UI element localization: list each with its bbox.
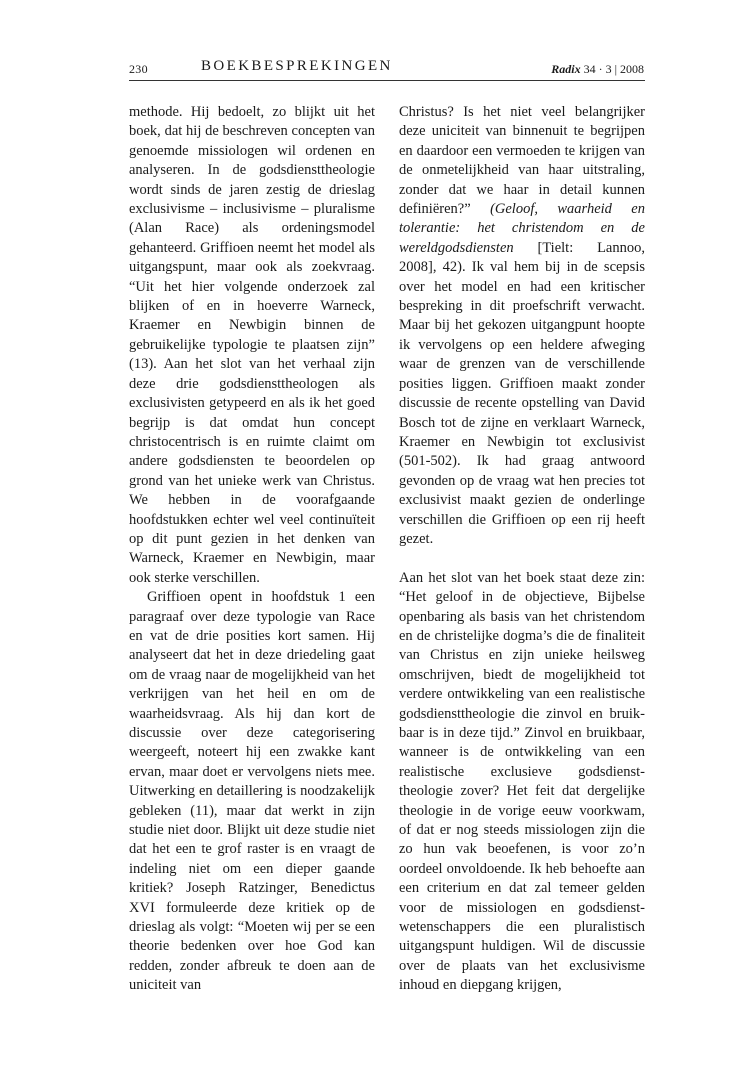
page-number: 230 xyxy=(129,62,148,76)
left-column xyxy=(129,103,375,996)
section-title: BOEKBESPREKINGEN xyxy=(201,58,393,74)
journal-name: Radix xyxy=(551,62,581,76)
paragraph xyxy=(399,103,645,549)
journal-reference xyxy=(551,62,644,77)
header-rule xyxy=(129,80,645,81)
paragraph: Griffioen opent in hoofdstuk 1 een paragraaf over deze typologie van Race en vat de drie posities kort samen. Hij analyseert dat het in deze driedeling gaat om de vraag naar de mogelijkheid van het verkrijgen van het heil en om de waarheidsvraag. Als hij dan kort de discussie over deze categorisering weergeeft, noteert hij een zwakke kant ervan, maar doet er vervolgens niets mee. Uitwerking en detaillering is noodzakelijk gebleken (11), maar dat werkt in zijn studie niet door. Blijkt uit deze studie niet dat het een te grof raster is en vraagt de indeling niet om een dieper gaande kritiek? Joseph Ratzinger, Benedictus XVI formuleerde deze kritiek op de drieslag als volgt: “Moeten wij per se een theorie bedenken over hoe God kan redden, zonder afbreuk te doen aan de uniciteit van xyxy=(129,589,375,994)
paragraph-continuation: [Tielt: Lannoo, 2008], 42). Ik val hem bij in de scepsis over het model en had een kritischer bespreking in dit proefschrift verwacht. Maar bij het gekozen uitgangpunt hoopte ik vervolgens op een heldere afweging waar de grenzen van de verschillende posities liggen. Griffioen maakt zonder discussie de recente opstelling van David Bosch tot de zijne en verklaart Warneck, Kraemer en Newbigin tot exclusivist (501-502). Ik had graag antwoord gevonden op de vraag wat hen precies tot exclusivist maakt gezien de onderlinge verschillen die Griffioen op een rij heeft gezet. xyxy=(399,239,645,547)
quote-text: Christus? Is het niet veel belangrijker deze uniciteit van binnenuit te begrijpen en daardoor een vermoeden te krijgen van de onmetelijkheid van haar uitstraling, zonder dat we haar in detail kunnen definiëren?” xyxy=(399,104,645,218)
paragraph: Aan het slot van het boek staat deze zin: “Het geloof in de objectieve, Bijbelse openbaring als basis van het christendom en de christelijke dogma’s die de finaliteit van Christus en zijn unieke heilsweg omschrijven, biedt de mogelijkheid tot verdere ontwikkeling van een realistische godsdiensttheologie die zinvol en bruikbaar is in deze tijd.” Zinvol en bruikbaar, wanneer is de ontwikkeling van een realistische exclusieve godsdiensttheologie zover? Het feit dat dergelijke theologie in de vorige eeuw voorkwam, of dat er nog steeds missiologen zijn die zo hun vak beoefenen, is voor zo’n oordeel onvoldoende. Ik heb behoefte aan een criterium en dat zal temeer gelden voor de missiologen en godsdienstwetenschappers die een pluralistisch uitgangspunt huldigen. Wil de discussie over de plaats van het exclusivisme inhoud en diepgang krijgen, xyxy=(399,569,645,994)
citation-title: (Geloof, waarheid en tolerantie: het christendom en de wereldgodsdiensten xyxy=(399,201,645,256)
paragraph: methode. Hij bedoelt, zo blijkt uit het boek, dat hij de beschreven concepten van genoemde missiologen wil ordenen en analyseren. In de godsdiensttheologie wordt sinds de jaren zestig de drieslag exclusivisme – inclusivisme – pluralisme (Alan Race) als ordeningsmodel gehanteerd. Griffioen neemt het model als uitgangspunt, maar ook als zoekvraag. “Uit het hier volgende onderzoek zal blijken of en in hoeverre Warneck, Kraemer en Newbigin binnen de gebruikelijke typologie te plaatsen zijn” (13). Aan het slot van het verhaal zijn deze drie godsdiensttheologen als exclusivisten getypeerd en als ik het goed begrijp is dat omdat hun concept christocentrisch is en ruimte claimt om andere godsdiensten te beoordelen op grond van het unieke werk van Christus. We hebben in de voorafgaande hoofdstukken echter wel veel continuïteit op dit punt gezien in het denken van Warneck, Kraemer en Newbigin, maar ook sterke verschillen. xyxy=(129,104,375,586)
journal-issue: 34 · 3 | 2008 xyxy=(583,62,644,76)
right-column xyxy=(399,103,645,996)
